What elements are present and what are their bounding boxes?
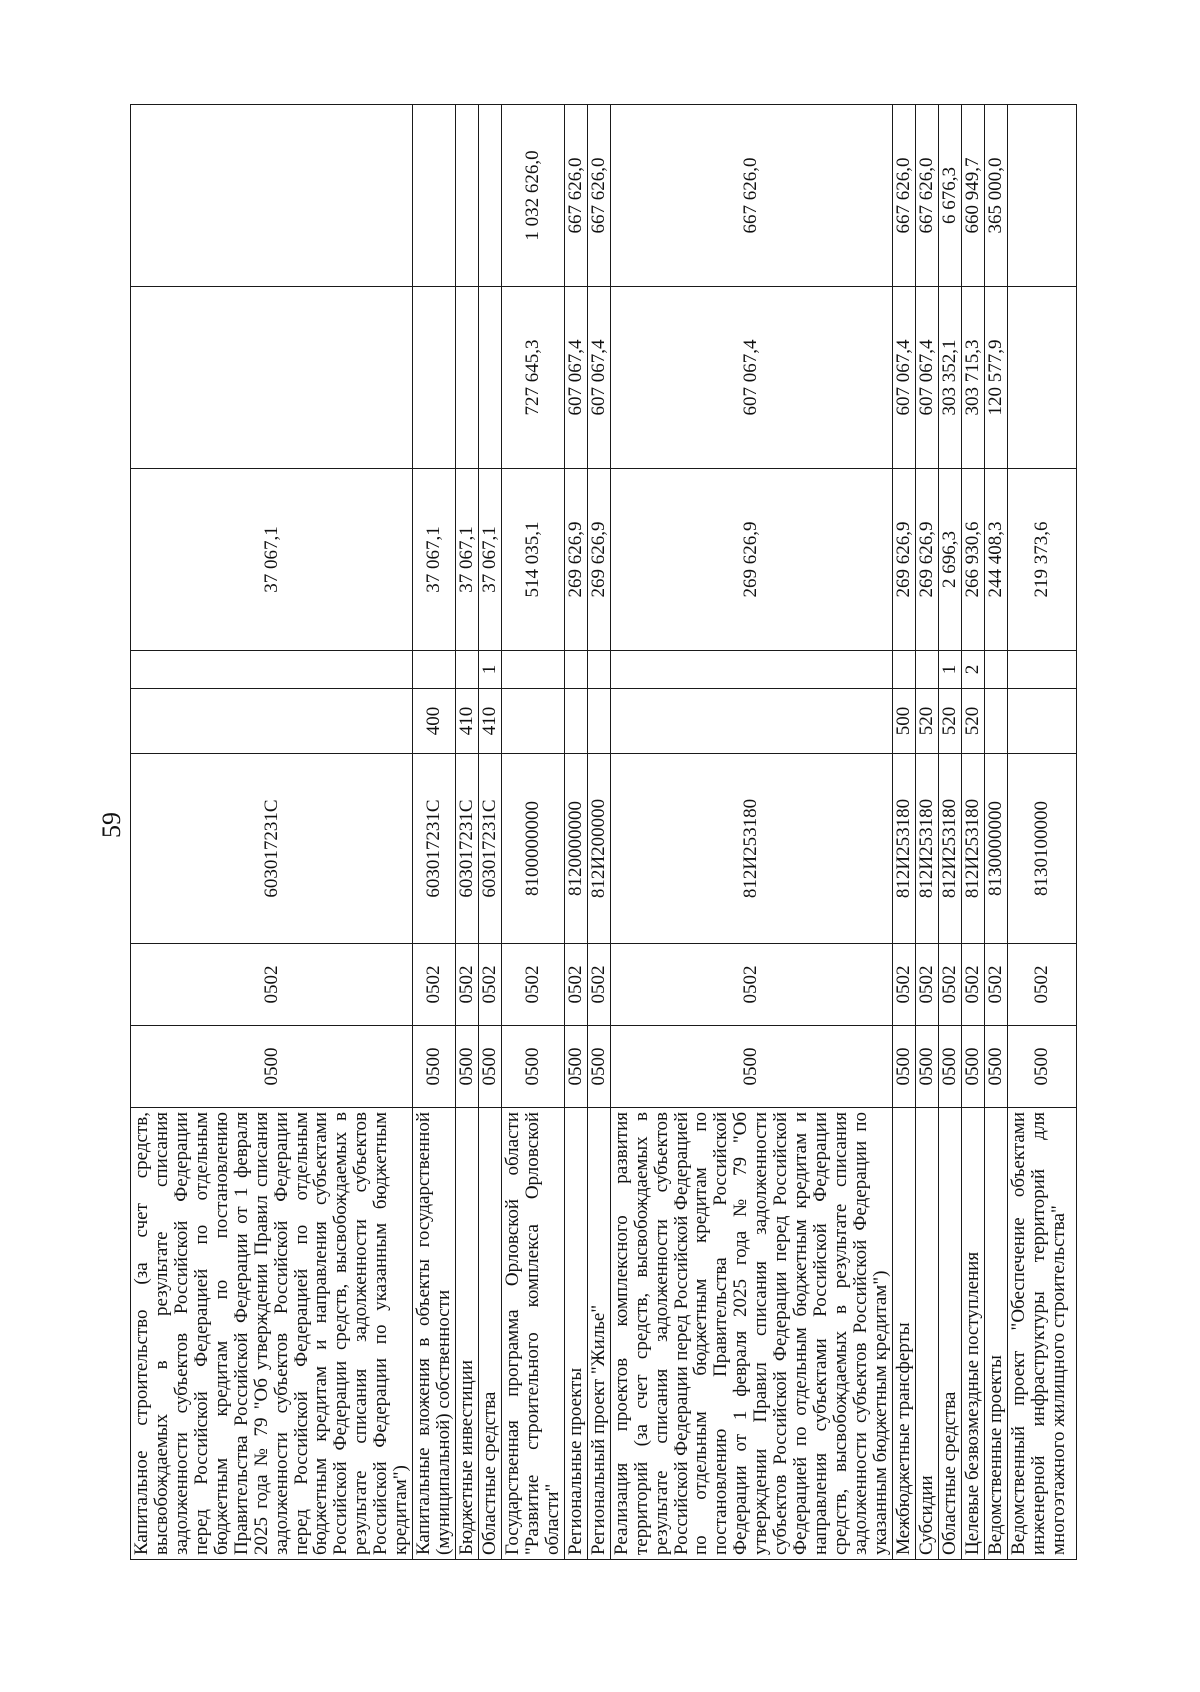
cell-v3: 6 676,3 — [938, 105, 961, 287]
cell-v1: 2 696,3 — [938, 469, 961, 651]
cell-name: Региональный проект "Жилье" — [587, 1108, 610, 1560]
cell-v2: 120 577,9 — [984, 287, 1007, 469]
table-row — [938, 105, 961, 1560]
cell-x — [564, 651, 587, 689]
cell-pr: 0502 — [984, 944, 1007, 1026]
cell-v1: 269 626,9 — [587, 469, 610, 651]
cell-name: Областные средства — [938, 1108, 961, 1560]
cell-v1: 514 035,1 — [501, 469, 564, 651]
cell-csr: 603017231С — [413, 754, 456, 944]
cell-v3: 667 626,0 — [564, 105, 587, 287]
cell-x: 1 — [938, 651, 961, 689]
cell-v3: 365 000,0 — [984, 105, 1007, 287]
cell-x — [915, 651, 938, 689]
cell-v3: 1 032 626,0 — [501, 105, 564, 287]
cell-rz: 0500 — [478, 1026, 501, 1108]
cell-v2 — [413, 287, 456, 469]
cell-name: Капитальные вложения в объекты государственной (муниципальной) собственности — [413, 1108, 456, 1560]
page-number: 59 — [97, 812, 126, 838]
cell-v3: 667 626,0 — [610, 105, 892, 287]
cell-csr: 8100000000 — [501, 754, 564, 944]
cell-rz: 0500 — [610, 1026, 892, 1108]
cell-rz: 0500 — [938, 1026, 961, 1108]
cell-csr: 812И253180 — [610, 754, 892, 944]
cell-rz: 0500 — [501, 1026, 564, 1108]
cell-rz: 0500 — [1007, 1026, 1076, 1108]
cell-v1: 37 067,1 — [478, 469, 501, 651]
cell-vr: 410 — [478, 689, 501, 754]
cell-name: Целевые безвозмездные поступления — [961, 1108, 984, 1560]
cell-vr: 520 — [961, 689, 984, 754]
cell-vr — [564, 689, 587, 754]
cell-x — [131, 651, 413, 689]
cell-pr: 0502 — [131, 944, 413, 1026]
cell-x — [1007, 651, 1076, 689]
cell-pr: 0502 — [456, 944, 479, 1026]
cell-name: Бюджетные инвестиции — [456, 1108, 479, 1560]
cell-csr: 812И253180 — [915, 754, 938, 944]
table-row — [1007, 105, 1076, 1560]
table-row — [984, 105, 1007, 1560]
cell-rz: 0500 — [564, 1026, 587, 1108]
cell-csr: 8130100000 — [1007, 754, 1076, 944]
cell-vr — [131, 689, 413, 754]
cell-v3 — [478, 105, 501, 287]
cell-v1: 269 626,9 — [915, 469, 938, 651]
cell-x — [587, 651, 610, 689]
cell-pr: 0502 — [961, 944, 984, 1026]
cell-v2: 303 352,1 — [938, 287, 961, 469]
cell-v1: 37 067,1 — [131, 469, 413, 651]
table-row — [478, 105, 501, 1560]
cell-csr: 603017231С — [456, 754, 479, 944]
cell-v1: 244 408,3 — [984, 469, 1007, 651]
cell-name: Межбюджетные трансферты — [892, 1108, 915, 1560]
table-row — [961, 105, 984, 1560]
cell-v3: 667 626,0 — [587, 105, 610, 287]
cell-x: 1 — [478, 651, 501, 689]
table-row — [564, 105, 587, 1560]
cell-pr: 0502 — [892, 944, 915, 1026]
cell-csr: 812И253180 — [892, 754, 915, 944]
cell-pr: 0502 — [610, 944, 892, 1026]
cell-v3 — [131, 105, 413, 287]
cell-csr: 812И200000 — [587, 754, 610, 944]
cell-v2: 727 645,3 — [501, 287, 564, 469]
cell-rz: 0500 — [892, 1026, 915, 1108]
cell-csr: 812И253180 — [961, 754, 984, 944]
cell-v1: 269 626,9 — [564, 469, 587, 651]
cell-vr: 500 — [892, 689, 915, 754]
table-row — [610, 105, 892, 1560]
budget-table — [130, 104, 1077, 1560]
cell-vr: 410 — [456, 689, 479, 754]
cell-x — [892, 651, 915, 689]
cell-rz: 0500 — [961, 1026, 984, 1108]
cell-v2: 607 067,4 — [587, 287, 610, 469]
cell-v2 — [1007, 287, 1076, 469]
cell-v2: 607 067,4 — [915, 287, 938, 469]
cell-pr: 0502 — [501, 944, 564, 1026]
cell-vr — [984, 689, 1007, 754]
cell-rz: 0500 — [915, 1026, 938, 1108]
cell-pr: 0502 — [564, 944, 587, 1026]
cell-pr: 0502 — [915, 944, 938, 1026]
cell-v2: 607 067,4 — [892, 287, 915, 469]
cell-x — [501, 651, 564, 689]
table-row — [892, 105, 915, 1560]
cell-name: Государственная программа Орловской области "Развитие строительного комплекса Орловской области" — [501, 1108, 564, 1560]
table-row — [587, 105, 610, 1560]
cell-name: Областные средства — [478, 1108, 501, 1560]
cell-csr: 603017231С — [131, 754, 413, 944]
cell-name: Реализация проектов комплексного развития территорий (за счет средств, высвобождаемых в результате списания задолженности субъектов Российской Федерации перед Российской Федерацией по отдельным бюджетным кредитам по постановлению Правительства Российской Федерации от 1 февраля 2025 года № 79 "Об утверждении Правил списания задолженности субъектов Российской Федерации перед Российской Федерацией по отдельным бюджетным кредитам и направления субъектами Российской Федерации средств, высвобождаемых в результате списания задолженности субъектов Российской Федерации по указанным бюджетным кредитам") — [610, 1108, 892, 1560]
cell-name: Ведомственные проекты — [984, 1108, 1007, 1560]
cell-v2 — [456, 287, 479, 469]
cell-pr: 0502 — [1007, 944, 1076, 1026]
cell-pr: 0502 — [587, 944, 610, 1026]
cell-v3 — [413, 105, 456, 287]
cell-rz: 0500 — [587, 1026, 610, 1108]
cell-v3 — [1007, 105, 1076, 287]
budget-table-container — [130, 105, 1069, 1560]
cell-vr: 520 — [915, 689, 938, 754]
cell-v1: 219 373,6 — [1007, 469, 1076, 651]
cell-csr: 603017231С — [478, 754, 501, 944]
cell-x — [984, 651, 1007, 689]
cell-v1: 266 930,6 — [961, 469, 984, 651]
cell-v1: 37 067,1 — [413, 469, 456, 651]
cell-rz: 0500 — [456, 1026, 479, 1108]
cell-name: Капитальное строительство (за счет средств, высвобождаемых в результате списания задолженности субъектов Российской Федерации перед Российской Федерацией по отдельным бюджетным кредитам по постановлению Правительства Российской Федерации от 1 февраля 2025 года № 79 "Об утверждении Правил списания задолженности субъектов Российской Федерации перед Российской Федерацией по отдельным бюджетным кредитам и направления субъектами Российской Федерации средств, высвобождаемых в результате списания задолженности субъектов Российской Федерации по указанным бюджетным кредитам") — [131, 1108, 413, 1560]
cell-v3: 660 949,7 — [961, 105, 984, 287]
cell-x — [413, 651, 456, 689]
cell-v2 — [478, 287, 501, 469]
cell-rz: 0500 — [131, 1026, 413, 1108]
cell-v2: 303 715,3 — [961, 287, 984, 469]
table-row — [413, 105, 456, 1560]
cell-vr — [587, 689, 610, 754]
cell-x — [456, 651, 479, 689]
cell-pr: 0502 — [413, 944, 456, 1026]
cell-vr — [501, 689, 564, 754]
cell-v3: 667 626,0 — [892, 105, 915, 287]
cell-v3: 667 626,0 — [915, 105, 938, 287]
cell-vr: 400 — [413, 689, 456, 754]
cell-x: 2 — [961, 651, 984, 689]
table-row — [915, 105, 938, 1560]
cell-x — [610, 651, 892, 689]
cell-v2 — [131, 287, 413, 469]
cell-v1: 37 067,1 — [456, 469, 479, 651]
cell-v2: 607 067,4 — [564, 287, 587, 469]
table-row — [131, 105, 413, 1560]
cell-pr: 0502 — [478, 944, 501, 1026]
cell-name: Ведомственный проект "Обеспечение объектами инженерной инфраструктуры территорий для многоэтажного жилищного строительства" — [1007, 1108, 1076, 1560]
cell-v1: 269 626,9 — [610, 469, 892, 651]
cell-rz: 0500 — [413, 1026, 456, 1108]
cell-v1: 269 626,9 — [892, 469, 915, 651]
cell-name: Субсидии — [915, 1108, 938, 1560]
cell-rz: 0500 — [984, 1026, 1007, 1108]
cell-pr: 0502 — [938, 944, 961, 1026]
cell-vr — [1007, 689, 1076, 754]
cell-name: Региональные проекты — [564, 1108, 587, 1560]
cell-csr: 8130000000 — [984, 754, 1007, 944]
table-row — [501, 105, 564, 1560]
cell-csr: 8120000000 — [564, 754, 587, 944]
cell-vr — [610, 689, 892, 754]
cell-csr: 812И253180 — [938, 754, 961, 944]
cell-v2: 607 067,4 — [610, 287, 892, 469]
cell-v3 — [456, 105, 479, 287]
cell-vr: 520 — [938, 689, 961, 754]
table-row — [456, 105, 479, 1560]
